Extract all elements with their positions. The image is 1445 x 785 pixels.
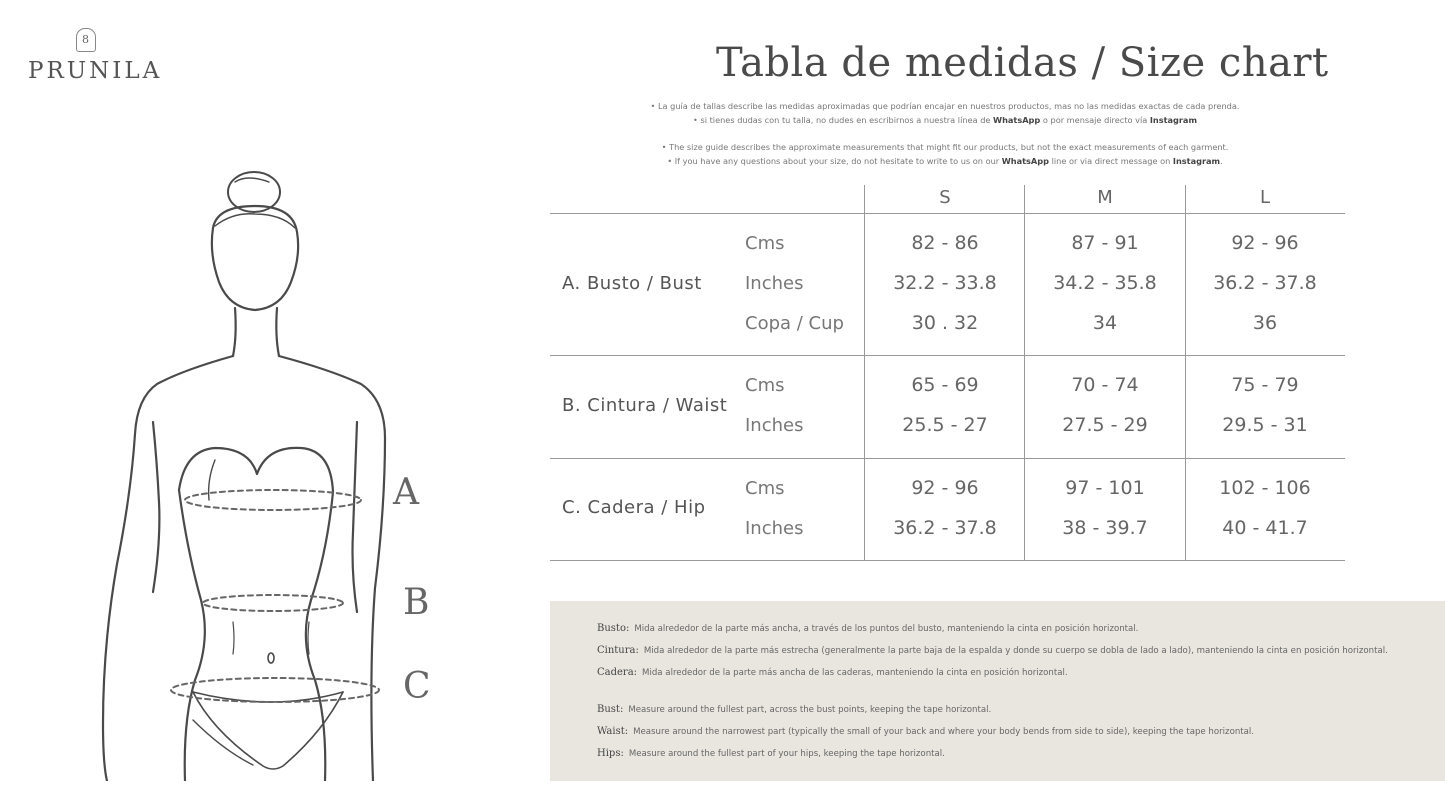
table-cell: 38 - 39.7 — [1062, 517, 1148, 539]
intro-english: • The size guide describes the approximate measurements that might fit our products, but not the exact measurements of each garment. • If you have any questions about your size, do not hesitate to write to us on our WhatsApp line or via direct message on Instagram. — [661, 142, 1229, 166]
column-header-s: S — [939, 187, 951, 208]
unit-label: Cms — [745, 478, 785, 499]
table-cell: 34.2 - 35.8 — [1053, 272, 1157, 294]
table-cell: 87 - 91 — [1071, 232, 1139, 254]
unit-label: Inches — [745, 273, 804, 294]
row-label-waist: B. Cintura / Waist — [562, 395, 728, 416]
intro-es-line1: La guía de tallas describe las medidas aproximadas que podrían encajar en nuestros productos, mas no las medidas exactas de cada prenda. — [657, 101, 1240, 111]
table-cell: 40 - 41.7 — [1222, 517, 1308, 539]
intro-en-line2: If you have any questions about your size, do not hesitate to write to us on our — [674, 155, 1000, 166]
body-figure-illustration — [95, 160, 440, 781]
table-cell: 36.2 - 37.8 — [893, 517, 997, 539]
brand-name: PRUNILA — [28, 58, 163, 84]
table-cell: 70 - 74 — [1071, 374, 1139, 396]
intro-es-line2: si tienes dudas con tu talla, no dudes en escribirnos a nuestra línea de — [700, 114, 991, 125]
marker-b: B — [403, 582, 430, 623]
intro-en-line2-mid: line or via direct message on — [1051, 155, 1171, 166]
note-bust-es: Busto: Mida alrededor de la parte más ancha, a través de los puntos del busto, manteniendo la cinta en posición horizontal. — [597, 623, 1139, 634]
table-cell: 36 — [1252, 312, 1278, 334]
note-hip-en: Hips: Measure around the fullest part of your hips, keeping the tape horizontal. — [597, 748, 945, 759]
table-divider — [550, 560, 1345, 561]
unit-label: Cms — [745, 233, 785, 254]
monogram-icon: 8 — [76, 28, 96, 52]
instagram-link[interactable]: Instagram — [1149, 114, 1197, 125]
unit-label: Inches — [745, 518, 804, 539]
unit-label: Cms — [745, 375, 785, 396]
whatsapp-link[interactable]: WhatsApp — [1001, 155, 1049, 166]
whatsapp-link[interactable]: WhatsApp — [993, 114, 1041, 125]
note-bust-en: Bust: Measure around the fullest part, across the bust points, keeping the tape horizontal. — [597, 704, 992, 715]
marker-a: A — [393, 472, 419, 513]
row-label-bust: A. Busto / Bust — [562, 273, 702, 294]
marker-c: C — [403, 666, 431, 707]
row-label-hip: C. Cadera / Hip — [562, 497, 706, 518]
measurement-notes-panel — [550, 601, 1445, 781]
intro-en-line1: The size guide describes the approximate measurements that might fit our products, but not the exact measurements of each garment. — [669, 142, 1229, 152]
instagram-link[interactable]: Instagram — [1172, 155, 1221, 166]
table-cell: 82 - 86 — [911, 232, 979, 254]
brand-logo[interactable] — [28, 28, 163, 84]
page-title: Tabla de medidas / Size chart — [716, 40, 1329, 86]
table-cell: 65 - 69 — [911, 374, 979, 396]
table-cell: 97 - 101 — [1065, 477, 1145, 499]
intro-es-line2-mid: o por mensaje directo vía — [1042, 114, 1148, 125]
table-cell: 27.5 - 29 — [1062, 414, 1148, 436]
table-divider — [550, 458, 1345, 459]
column-header-m: M — [1097, 187, 1113, 208]
table-divider — [550, 213, 1345, 214]
note-hip-es: Cadera: Mida alrededor de la parte más ancha de las caderas, manteniendo la cinta en posición horizontal. — [597, 667, 1068, 678]
table-cell: 34 — [1092, 312, 1118, 334]
table-cell: 32.2 - 33.8 — [893, 272, 997, 294]
unit-label: Inches — [745, 415, 804, 436]
table-cell: 36.2 - 37.8 — [1213, 272, 1317, 294]
table-cell: 92 - 96 — [911, 477, 979, 499]
intro-spanish: • La guía de tallas describe las medidas aproximadas que podrían encajar en nuestros productos, mas no las medidas exactas de cada prenda. • si tienes dudas con tu talla, no dudes en escribirnos a nuestra línea de WhatsApp o por mensaje directo vía Instagram — [650, 101, 1240, 125]
table-cell: 102 - 106 — [1219, 477, 1311, 499]
table-cell: 29.5 - 31 — [1222, 414, 1308, 436]
unit-label: Copa / Cup — [745, 313, 844, 334]
table-cell: 25.5 - 27 — [902, 414, 988, 436]
note-waist-es: Cintura: Mida alrededor de la parte más estrecha (generalmente la parte baja de la espalda y donde su cuerpo se dobla de lado a lado), manteniendo la cinta en posición horizontal. — [597, 645, 1388, 656]
table-cell: 75 - 79 — [1231, 374, 1299, 396]
note-waist-en: Waist: Measure around the narrowest part (typically the small of your back and where your body bends from side to side), keeping the tape horizontal. — [597, 726, 1255, 737]
table-cell: 30 . 32 — [911, 312, 979, 334]
column-header-l: L — [1259, 187, 1271, 208]
table-divider — [550, 355, 1345, 356]
size-chart-table — [550, 185, 1345, 561]
table-cell: 92 - 96 — [1231, 232, 1299, 254]
